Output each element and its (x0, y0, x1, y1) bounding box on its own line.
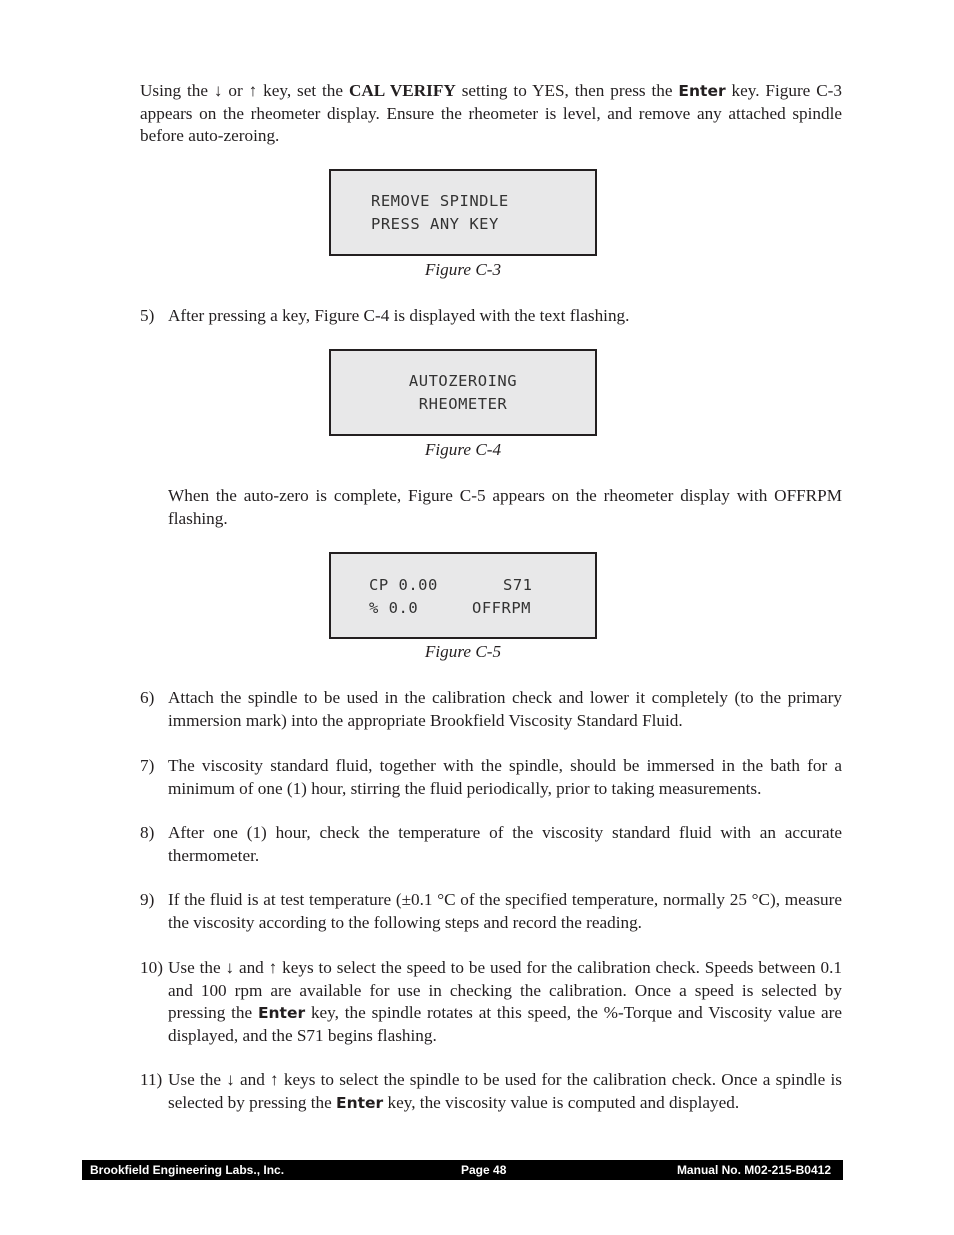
step-number: 10) (140, 958, 163, 977)
lcd-line-2: PRESS ANY KEY (371, 215, 499, 233)
lcd-spindle-code: S71 (503, 576, 533, 594)
step-text (168, 957, 842, 1047)
step-number: 5) (140, 306, 155, 325)
lcd-line-2: RHEOMETER (418, 395, 508, 413)
lcd-torque-value: % 0.0 (369, 599, 419, 617)
enter-key-term: Enter (678, 82, 726, 100)
cal-verify-term: CAL VERIFY (348, 81, 456, 100)
intro-paragraph (140, 80, 842, 148)
step-5 (140, 305, 842, 328)
step-text: The viscosity standard fluid, together with the spindle, should be immersed in the bath for a minimum of one (1) hour, stirring the fluid periodically, prior to taking measurements. (168, 756, 842, 798)
step-11 (140, 1069, 842, 1114)
step-6 (140, 687, 842, 732)
footer-company: Brookfield Engineering Labs., Inc. (90, 1163, 285, 1177)
step-text: Attach the spindle to be used in the calibration check and lower it completely (to the primary immersion mark) into the appropriate Brookfield Viscosity Standard Fluid. (168, 688, 842, 730)
step-text-b: key, the spindle rotates at this speed, the %-Torque and Viscosity value are displayed, and the S71 begins flashing. (168, 1003, 842, 1045)
autozero-paragraph: When the auto-zero is complete, Figure C-5 appears on the rheometer display with OFFRPM flashing. (168, 486, 842, 528)
lcd-figure-c5 (329, 552, 597, 639)
step-text-b: key, the viscosity value is computed and displayed. (383, 1092, 740, 1112)
footer-page-number: Page 48 (461, 1163, 507, 1177)
step-text (168, 1069, 842, 1114)
caption-figure-c3: Figure C-3 (424, 260, 502, 279)
intro-text-a: Using the ↓ or ↑ key, set the (140, 81, 349, 100)
page-footer (82, 1160, 843, 1180)
intro-text-b: setting to YES, then press the (455, 81, 679, 100)
lcd-rpm-status: OFFRPM (472, 599, 531, 617)
enter-key-term: Enter (257, 1004, 306, 1022)
lcd-figure-c3 (329, 169, 597, 256)
step-text-a: Use the ↓ and ↑ keys to select the speed to be used for the calibration check. Speeds between 0.1 and 100 rpm are available for use in checking the calibration. Once a speed is selected by pressing the (168, 958, 842, 1022)
footer-manual-number: Manual No. M02-215-B0412 (676, 1163, 831, 1177)
step-number: 9) (140, 890, 155, 909)
step-8 (140, 822, 842, 867)
intro-text-c: key. Figure C-3 appears on the rheometer display. Ensure the rheometer is level, and remove any attached spindle before auto-zeroing. (140, 81, 842, 145)
enter-key-term: Enter (336, 1093, 384, 1112)
step-7 (140, 755, 842, 800)
lcd-line-1: AUTOZEROING (408, 372, 518, 390)
step-text: If the fluid is at test temperature (±0.1 °C of the specified temperature, normally 25 °C), measure the viscosity according to the following steps and record the reading. (168, 890, 842, 932)
step-number: 7) (140, 756, 155, 775)
lcd-line-1: REMOVE SPINDLE (371, 192, 509, 210)
step-9 (140, 889, 842, 934)
caption-figure-c5: Figure C-5 (424, 642, 502, 661)
lcd-cp-value: CP 0.00 (369, 576, 438, 594)
caption-figure-c4: Figure C-4 (424, 440, 502, 459)
step-text-a: Use the ↓ and ↑ keys to select the spindle to be used for the calibration check. Once a spindle is selected by pressing the (168, 1070, 842, 1112)
lcd-figure-c4 (329, 349, 597, 436)
step-text: After one (1) hour, check the temperature of the viscosity standard fluid with an accurate thermometer. (168, 823, 842, 865)
step-number: 11) (140, 1070, 163, 1089)
step-number: 6) (140, 688, 155, 707)
step-10 (140, 957, 842, 1047)
step-number: 8) (140, 823, 155, 842)
step-text: After pressing a key, Figure C-4 is displayed with the text flashing. (168, 306, 630, 325)
